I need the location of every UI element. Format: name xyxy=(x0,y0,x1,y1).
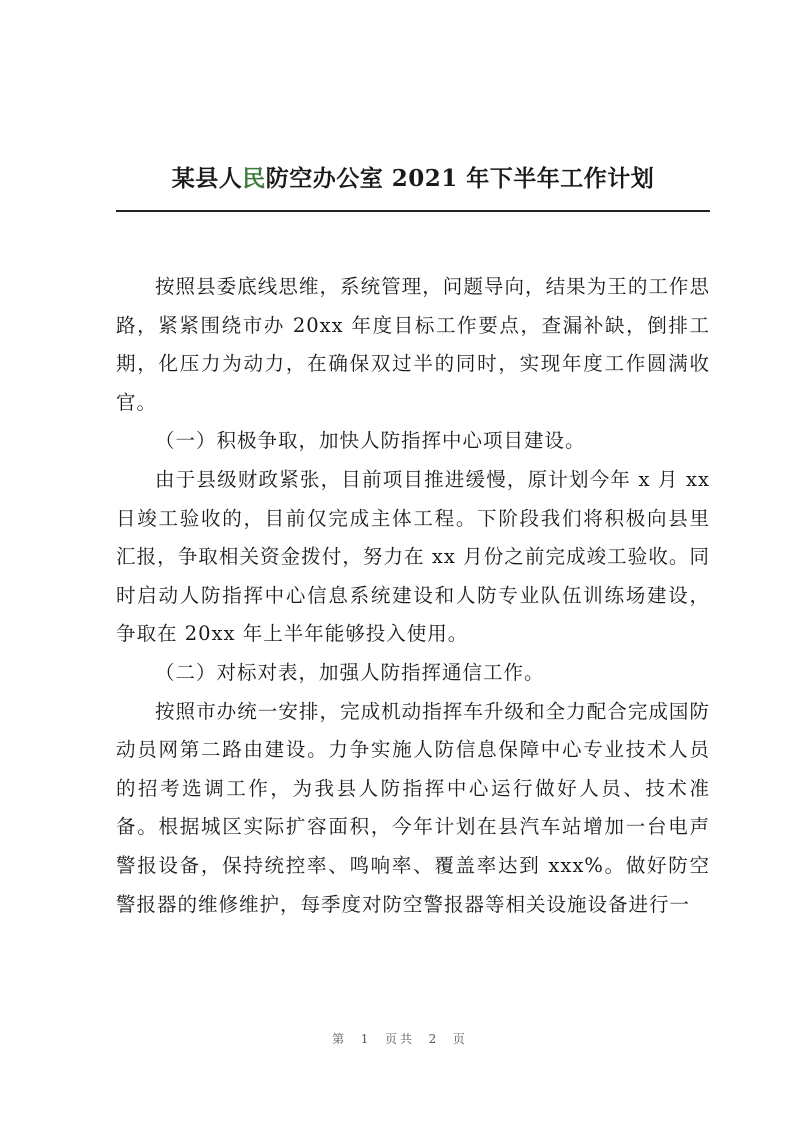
page-title xyxy=(115,160,711,193)
title-highlight: 民 xyxy=(242,165,266,192)
title-prefix: 某县人 xyxy=(171,165,243,192)
paragraph-intro: 按照县委底线思维，系统管理，问题导向，结果为王的工作思路，紧紧围绕市办 20xx 年度目标工作要点，查漏补缺，倒排工期，化压力为动力，在确保双过半的同时，实现年度工作圆满收官。 xyxy=(116,275,710,414)
section-heading-2: （二）对标对表，加强人防指挥通信工作。 xyxy=(155,660,545,684)
section-heading-1: （一）积极争取，加快人防指挥中心项目建设。 xyxy=(155,429,586,453)
title-suffix: 防空办公室 2021 年下半年工作计划 xyxy=(265,165,655,192)
page-footer: 第 1 页共 2 页 xyxy=(332,1032,468,1046)
paragraph-section-1: 由于县级财政紧张，目前项目推进缓慢，原计划今年 x 月 xx 日竣工验收的，目前仅完成主体工程。下阶段我们将积极向县里汇报，争取相关资金拨付，努力在 xx 月份之前完成竣工验收。同时启动人防指挥中心信息系统建设和人防专业队伍训练场建设，争取在 20xx 年上半年能够投入使用。 xyxy=(116,467,710,646)
title-divider xyxy=(116,210,710,212)
paragraph-section-2: 按照市办统一安排，完成机动指挥车升级和全力配合完成国防动员网第二路由建设。力争实施人防信息保障中心专业技术人员的招考选调工作，为我县人防指挥中心运行做好人员、技术准备。根据城区实际扩容面积，今年计划在县汽车站增加一台电声警报设备，保持统控率、鸣响率、覆盖率达到 xxx%。做好防空警报器的维修维护，每季度对防空警报器等相关设施设备进行一 xyxy=(116,699,710,916)
document-body xyxy=(116,268,710,924)
